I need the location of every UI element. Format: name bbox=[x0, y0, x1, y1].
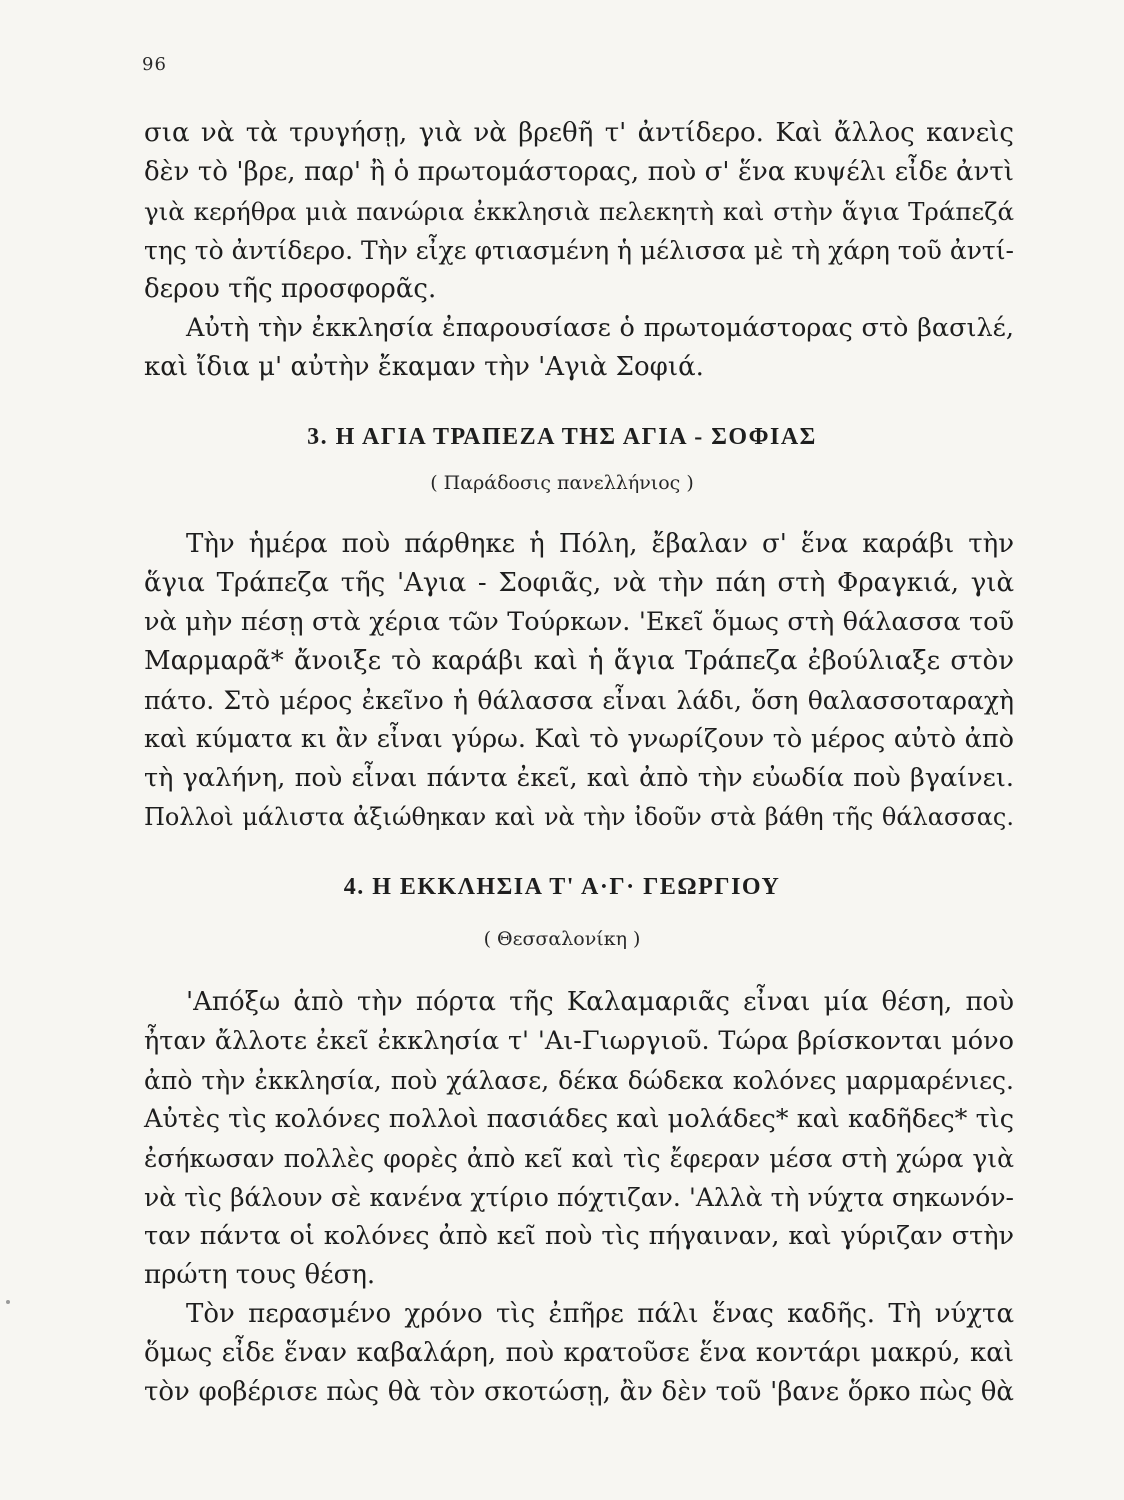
text-line: ταν πάντα οἱ κολόνες ἀπὸ κεῖ ποὺ τὶς πήγαιναν, καὶ γύριζαν στὴν bbox=[144, 1221, 1014, 1251]
text-line: καὶ κύματα κι ἂν εἶναι γύρω. Καὶ τὸ γνωρίζουν τὸ μέρος αὐτὸ ἀπὸ bbox=[144, 724, 1014, 754]
text-line: Αὐτὲς τὶς κολόνες πολλοὶ πασιάδες καὶ μολάδες* καὶ καδῆδες* τὶς bbox=[144, 1104, 1014, 1134]
text-line: ἐσήκωσαν πολλὲς φορὲς ἀπὸ κεῖ καὶ τὶς ἔφεραν μέσα στὴ χώρα γιὰ bbox=[144, 1144, 1014, 1173]
section-3-heading: 3. Η ΑΓΙΑ ΤΡΑΠΕΖΑ ΤΗΣ ΑΓΙΑ - ΣΟΦΙΑΣ bbox=[307, 424, 817, 450]
text-line: ἅγια Τράπεζα τῆς 'Αγια - Σοφιᾶς, νὰ τὴν πάη στὴ Φραγκιά, γιὰ bbox=[144, 568, 1014, 598]
text-line: πάτο. Στὸ μέρος ἐκεῖνο ἡ θάλασσα εἶναι λάδι, ὅση θαλασσοταραχὴ bbox=[144, 686, 1014, 715]
intro-paragraph bbox=[144, 114, 1014, 387]
text-line: ἀπὸ τὴν ἐκκλησία, ποὺ χάλασε, δέκα δώδεκα κολόνες μαρμαρένιες. bbox=[144, 1066, 1014, 1095]
text-line: σια νὰ τὰ τρυγήσῃ, γιὰ νὰ βρεθῆ τ' ἀντίδερο. Καὶ ἄλλος κανεὶς bbox=[144, 118, 1014, 148]
text-line: γιὰ κερήθρα μιὰ πανώρια ἐκκλησιὰ πελεκητὴ καὶ στὴν ἅγια Τράπεζά bbox=[144, 197, 1014, 226]
text-line: ὅμως εἶδε ἕναν καβαλάρη, ποὺ κρατοῦσε ἕνα κοντάρι μακρύ, καὶ bbox=[144, 1338, 1014, 1368]
text-line: πρώτη τους θέση. bbox=[144, 1260, 376, 1290]
section-3-subtitle: ( Παράδοσις πανελλήνιος ) bbox=[430, 472, 694, 494]
page-number: 96 bbox=[142, 54, 167, 75]
text-line: νὰ τὶς βάλουν σὲ κανένα χτίριο πόχτιζαν. 'Αλλὰ τὴ νύχτα σηκωνόν- bbox=[144, 1183, 1014, 1212]
section-4-subtitle: ( Θεσσαλονίκη ) bbox=[483, 928, 641, 950]
text-line: δὲν τὸ 'βρε, παρ' ἢ ὁ πρωτομάστορας, ποὺ σ' ἕνα κυψέλι εἶδε ἀντὶ bbox=[144, 157, 1014, 187]
text-line: τὸν φοβέρισε πὼς θὰ τὸν σκοτώσῃ, ἂν δὲν τοῦ 'βανε ὅρκο πὼς θὰ bbox=[144, 1377, 1014, 1407]
text-line: τὴ γαλήνη, ποὺ εἶναι πάντα ἐκεῖ, καὶ ἀπὸ τὴν εὐωδία ποὺ βγαίνει. bbox=[144, 763, 1014, 793]
text-line: δερου τῆς προσφορᾶς. bbox=[144, 274, 437, 304]
text-line: Πολλοὶ μάλιστα ἀξιώθηκαν καὶ νὰ τὴν ἰδοῦν στὰ βάθη τῆς θάλασσας. bbox=[144, 803, 1014, 831]
section-4-text bbox=[144, 983, 1014, 1412]
text-line: 'Απόξω ἀπὸ τὴν πόρτα τῆς Καλαμαριᾶς εἶναι μία θέση, ποὺ bbox=[186, 987, 1014, 1017]
text-line: καὶ ἴδια μ' αὐτὴν ἔκαμαν τὴν 'Αγιὰ Σοφιά. bbox=[144, 352, 704, 382]
section-3-text bbox=[144, 525, 1014, 837]
text-line: νὰ μὴν πέσῃ στὰ χέρια τῶν Τούρκων. 'Εκεῖ ὅμως στὴ θάλασσα τοῦ bbox=[144, 607, 1014, 637]
text-line: Τὸν περασμένο χρόνο τὶς ἐπῆρε πάλι ἕνας καδῆς. Τὴ νύχτα bbox=[186, 1299, 1014, 1329]
scan-speck bbox=[6, 1300, 10, 1304]
text-line: της τὸ ἀντίδερο. Τὴν εἶχε φτιασμένη ἡ μέλισσα μὲ τὴ χάρη τοῦ ἀντί- bbox=[144, 236, 1014, 265]
text-line: ἦταν ἄλλοτε ἐκεῖ ἐκκλησία τ' 'Αι-Γιωργιοῦ. Τώρα βρίσκονται μόνο bbox=[144, 1026, 1014, 1056]
text-line: Μαρμαρᾶ* ἄνοιξε τὸ καράβι καὶ ἡ ἅγια Τράπεζα ἐβούλιαξε στὸν bbox=[144, 646, 1014, 676]
section-4-heading: 4. Η ΕΚΚΛΗΣΙΑ Τ' Α·Γ· ΓΕΩΡΓΙΟΥ bbox=[343, 874, 781, 900]
text-line: Αὐτὴ τὴν ἐκκλησία ἐπαρουσίασε ὁ πρωτομάστορας στὸ βασιλέ, bbox=[186, 313, 1014, 343]
text-line: Τὴν ἡμέρα ποὺ πάρθηκε ἡ Πόλη, ἔβαλαν σ' ἕνα καράβι τὴν bbox=[186, 529, 1014, 559]
